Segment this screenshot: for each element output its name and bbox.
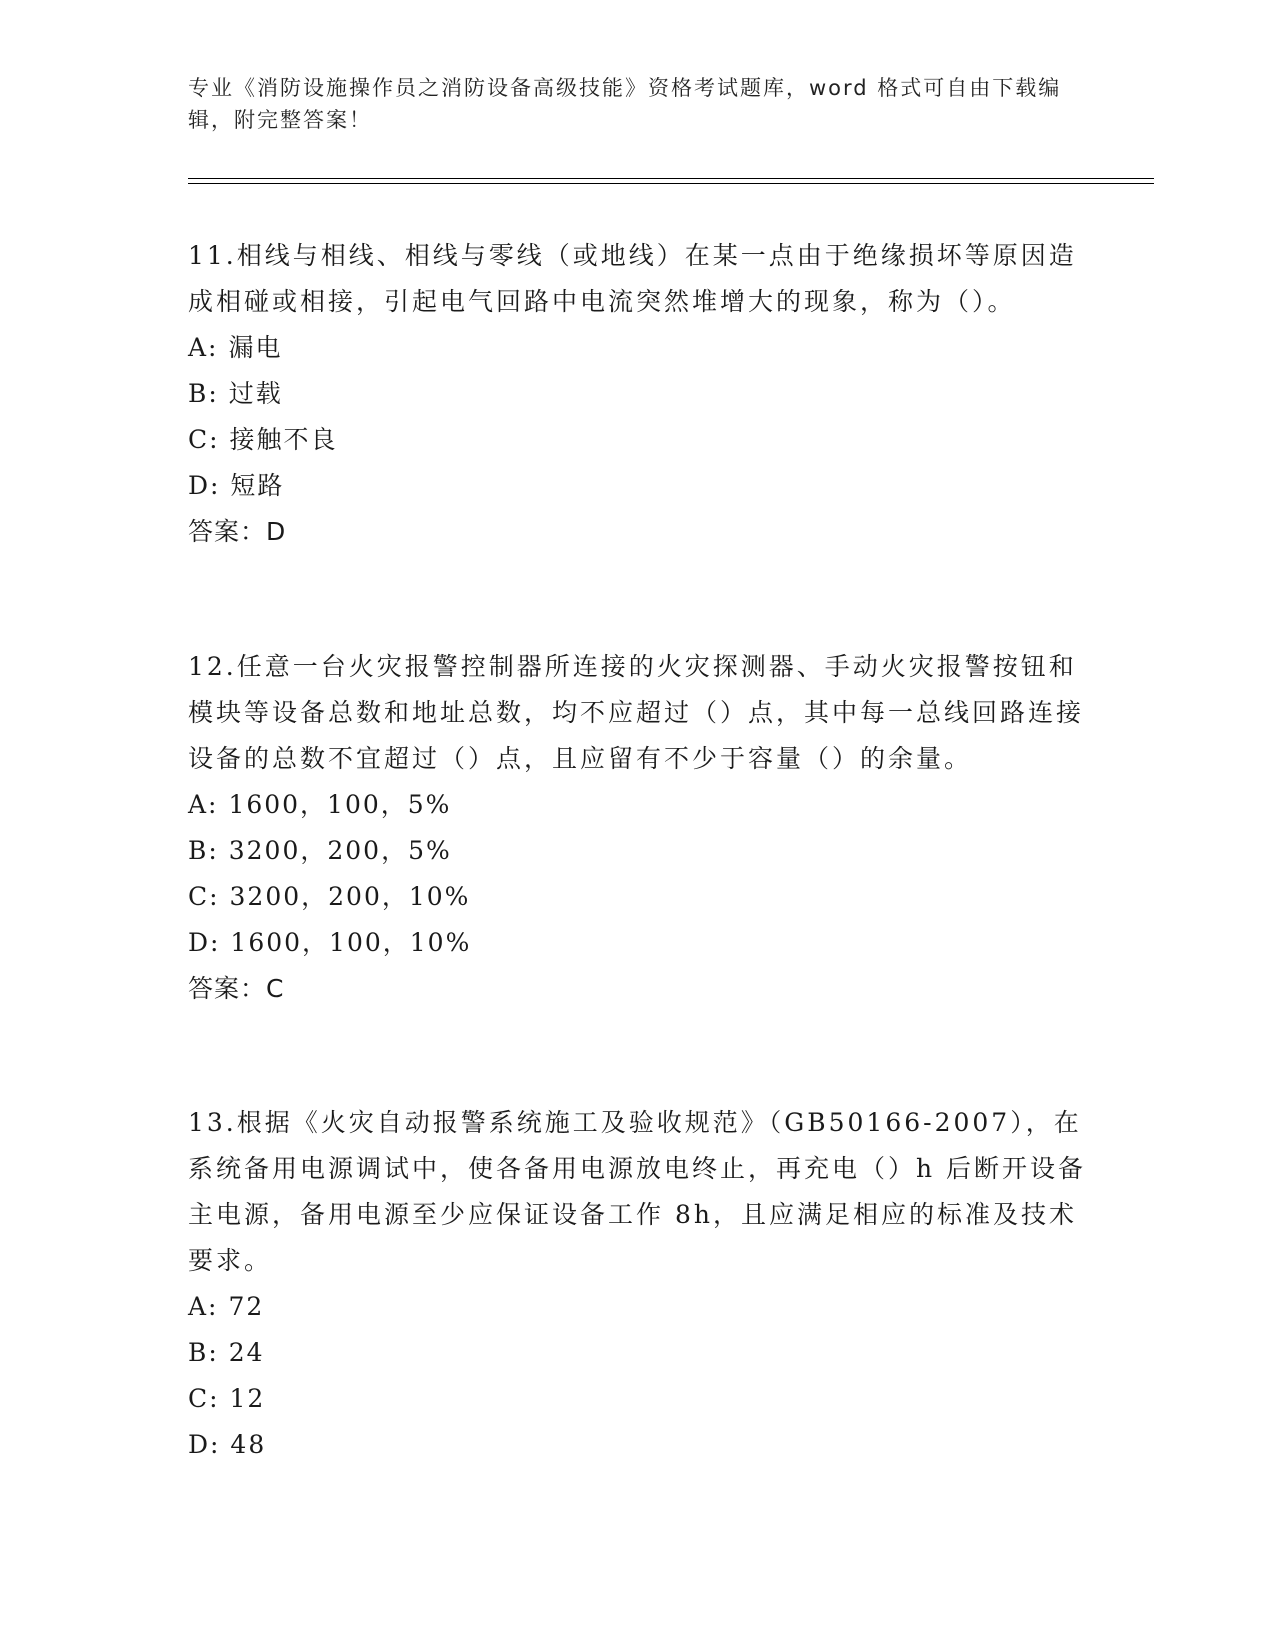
question-stem: 11.相线与相线、相线与零线（或地线）在某一点由于绝缘损坏等原因造成相碰或相接，引起电气回路中电流突然堆增大的现象，称为（）。 (188, 241, 1077, 316)
question-13 (188, 1100, 1088, 1468)
option-label: A: (188, 333, 219, 362)
question-stem: 13.根据《火灾自动报警系统施工及验收规范》（GB50166-2007），在系统备用电源调试中，使各备用电源放电终止，再充电（）h 后断开设备主电源，备用电源至少应保证设备工作 8h，且应满足相应的标准及技术要求。 (188, 1108, 1087, 1275)
option-d (188, 920, 1088, 966)
answer-line: 答案：D (188, 517, 287, 546)
option-text: 短路 (230, 471, 285, 500)
option-b (188, 1330, 1088, 1376)
option-text: 12 (229, 1384, 266, 1413)
option-b (188, 371, 1088, 417)
option-b (188, 828, 1088, 874)
option-label: B: (188, 836, 219, 865)
option-text: 3200，200，10% (229, 882, 471, 911)
document-header: 专业《消防设施操作员之消防设备高级技能》资格考试题库，word 格式可自由下载编辑，附完整答案！ (188, 76, 1062, 132)
option-text: 48 (230, 1430, 267, 1459)
question-11 (188, 233, 1088, 555)
option-c (188, 874, 1088, 920)
option-label: D: (188, 471, 221, 500)
option-text: 24 (228, 1338, 265, 1367)
question-12 (188, 644, 1088, 1012)
option-d (188, 463, 1088, 509)
option-text: 1600，100，10% (230, 928, 472, 957)
option-text: 接触不良 (229, 425, 338, 454)
option-d (188, 1422, 1088, 1468)
option-label: C: (188, 425, 220, 454)
option-text: 3200，200，5% (228, 836, 452, 865)
option-a (188, 1284, 1088, 1330)
option-text: 过载 (228, 379, 283, 408)
option-c (188, 417, 1088, 463)
option-a (188, 782, 1088, 828)
option-text: 漏电 (228, 333, 283, 362)
option-label: C: (188, 882, 220, 911)
option-text: 1600，100，5% (228, 790, 452, 819)
option-label: B: (188, 1338, 219, 1367)
option-label: D: (188, 1430, 221, 1459)
answer-line: 答案：C (188, 974, 285, 1003)
option-label: B: (188, 379, 219, 408)
option-text: 72 (228, 1292, 265, 1321)
header-rule-top (188, 178, 1154, 179)
option-label: C: (188, 1384, 220, 1413)
option-label: A: (188, 1292, 219, 1321)
header-rule-bottom (188, 183, 1154, 184)
option-label: A: (188, 790, 219, 819)
question-stem: 12.任意一台火灾报警控制器所连接的火灾探测器、手动火灾报警按钮和模块等设备总数和地址总数，均不应超过（）点，其中每一总线回路连接设备的总数不宜超过（）点，且应留有不少于容量（）的余量。 (188, 652, 1085, 773)
option-label: D: (188, 928, 221, 957)
option-a (188, 325, 1088, 371)
option-c (188, 1376, 1088, 1422)
